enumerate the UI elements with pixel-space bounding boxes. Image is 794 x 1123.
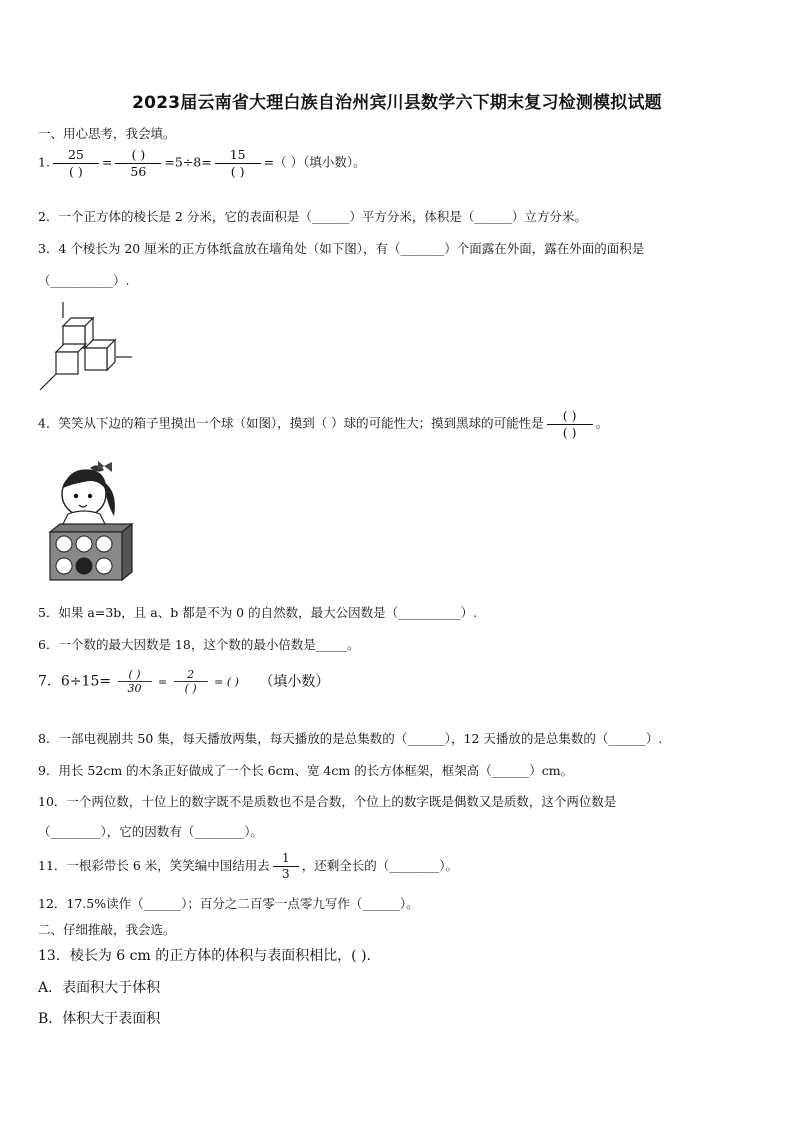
question-13: 13．棱长为 6 cm 的正方体的体积与表面积相比，( ). <box>38 948 372 964</box>
question-9: 9．用长 52cm 的木条正好做成了一个长 6cm、宽 4cm 的长方体框架，框架高（______）cm。 <box>38 763 574 778</box>
q1-fraction-2 <box>119 147 157 179</box>
q4-denominator: ( ) <box>562 424 577 440</box>
q4-numerator: ( ) <box>562 408 577 423</box>
q1-fraction-3 <box>219 147 257 179</box>
q4-text: 4．笑笑从下边的箱子里摸出一个球（如图），摸到（ ）球的可能性大；摸到黑球的可能性是 <box>38 415 544 431</box>
question-3-line-1: 3．4 个棱长为 20 厘米的正方体纸盒放在墙角处（如下图），有（_______）个面露在外面，露在外面的面积是 <box>38 241 645 256</box>
section-2-heading: 二、仔细推敲，我会选。 <box>38 922 176 937</box>
q1-middle: =5÷8= <box>164 154 212 170</box>
q1-f2-numerator: ( ) <box>131 147 146 162</box>
question-12: 12．17.5%读作（______）；百分之二百零一点零九写作（______）。 <box>38 896 419 911</box>
q1-f1-numerator: 25 <box>67 147 84 162</box>
section-1-heading: 一、用心思考，我会填。 <box>38 126 176 141</box>
q11-lead: 11．一根彩带长 6 米，笑笑编中国结用去 <box>38 858 270 873</box>
q1-f2-denominator: 56 <box>130 163 147 179</box>
question-10-line-2: （________），它的因数有（________）。 <box>38 824 264 839</box>
question-6: 6．一个数的最大因数是 18，这个数的最小倍数是_____。 <box>38 637 360 652</box>
question-1 <box>38 147 366 179</box>
question-4 <box>38 408 608 440</box>
q11-tail: ，还剩全长的（________）。 <box>301 858 459 873</box>
q1-equals: = <box>101 154 113 170</box>
q11-numerator: 1 <box>281 851 290 865</box>
q11-denominator: 3 <box>281 867 290 881</box>
question-5: 5．如果 a=3b，且 a、b 都是不为 0 的自然数，最大公因数是（__________）. <box>38 605 478 620</box>
q7-lead: 7．6÷15= <box>38 673 112 690</box>
question-10-line-1: 10．一个两位数，十位上的数字既不是质数也不是合数，个位上的数字既是偶数又是质数，这个两位数是 <box>38 794 617 809</box>
q1-f1-denominator: ( ) <box>69 163 83 179</box>
q11-fraction <box>277 851 295 882</box>
q4-fraction <box>551 408 589 440</box>
q1-tail: =（ ）（填小数）。 <box>263 154 366 170</box>
q7-f1-numerator: ( ) <box>128 668 141 681</box>
q7-equals: = <box>158 675 168 689</box>
q7-fraction-1 <box>118 668 152 695</box>
q1-f3-denominator: ( ) <box>230 163 245 179</box>
question-8: 8．一部电视剧共 50 集，每天播放两集，每天播放的是总集数的（______），12 天播放的是总集数的（______）. <box>38 731 663 746</box>
corner-cubes-figure <box>38 300 134 394</box>
q1-number: 1. <box>38 154 50 170</box>
question-7 <box>38 668 329 695</box>
question-2: 2．一个正方体的棱长是 2 分米，它的表面积是（______）平方分米，体积是（______）立方分米。 <box>38 209 587 224</box>
question-3-line-2: （__________）. <box>38 273 130 288</box>
q7-equals-decimal: = ( ) <box>214 675 239 689</box>
question-11 <box>38 851 458 882</box>
q7-fraction-2 <box>174 668 208 695</box>
q7-tail: （填小数） <box>259 673 330 690</box>
q1-f3-numerator: 15 <box>229 147 246 162</box>
q1-fraction-1 <box>57 147 95 179</box>
q7-f2-numerator: 2 <box>187 668 195 681</box>
girl-ball-box-figure <box>46 460 136 584</box>
q7-f2-denominator: ( ) <box>184 682 197 696</box>
option-b[interactable]: B．体积大于表面积 <box>38 1011 161 1027</box>
q4-tail: 。 <box>595 415 609 431</box>
page-title: 2023届云南省大理白族自治州宾川县数学六下期末复习检测模拟试题 <box>132 93 662 113</box>
q7-f1-denominator: 30 <box>127 682 142 696</box>
option-a[interactable]: A．表面积大于体积 <box>38 980 161 996</box>
